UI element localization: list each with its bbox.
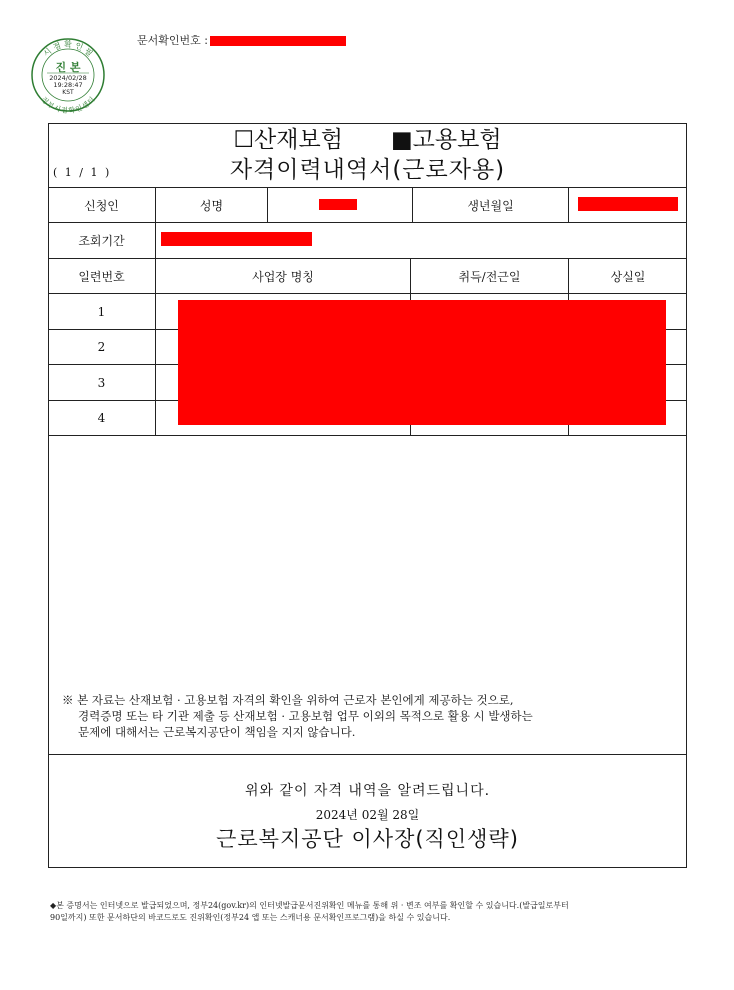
grid-line (155, 187, 156, 435)
document-title: 자격이력내역서(근로자용) (229, 157, 506, 183)
document-number-label: 문서확인번호 : (137, 34, 208, 47)
issuer-name: 근로복지공단 이사장(직인생략) (216, 827, 519, 851)
row-serial-number: 4 (97, 411, 106, 425)
row-serial-number: 1 (97, 304, 106, 319)
grid-line (568, 187, 569, 222)
period-redaction (161, 232, 312, 246)
industrial-accident-option: ☐산재보험 (233, 127, 343, 153)
period-label: 조회기간 (78, 234, 125, 248)
svg-text:시 점 확 인 필 (42, 39, 95, 58)
notice-line: 경력증명 또는 타 기관 제출 등 산재보험 · 고용보험 업무 이외의 목적으로 활용 시 발생하는 (78, 709, 533, 723)
seal-top-text: 시 점 확 인 필 (41, 40, 95, 59)
notice-text (62, 692, 533, 740)
document-number-redaction (210, 36, 346, 46)
header-serial-number: 일련번호 (78, 269, 125, 284)
footnote-line: 90일까지) 또한 문서하단의 바코드로도 진위확인(정부24 앱 또는 스캐너용 문서확인프로그램)을 하실 수 있습니다. (50, 913, 451, 922)
seal-date: 2024/02/28 (49, 74, 87, 82)
name-redaction (319, 199, 357, 210)
footnote-line: ◆본 증명서는 인터넷으로 발급되었으며, 정부24(gov.kr)의 인터넷발급문서진위확인 메뉴를 통해 위 · 변조 여부를 확인할 수 있습니다.(발급일로부터 (50, 901, 569, 910)
employment-history-redaction (178, 300, 666, 425)
confirmation-statement: 위와 같이 자격 내역을 알려드립니다. (244, 783, 491, 799)
seal-time: 19:28:47 (53, 81, 83, 89)
birth-date-redaction (578, 197, 678, 211)
applicant-label: 신청인 (84, 198, 119, 213)
name-label: 성명 (199, 198, 224, 213)
row-serial-number: 2 (97, 340, 106, 354)
header-workplace-name: 사업장 명칭 (252, 269, 314, 284)
header-loss-date: 상실일 (610, 269, 646, 284)
grid-line (48, 754, 687, 755)
birth-date-label: 생년월일 (467, 198, 514, 213)
header-acquisition-date: 취득/전근일 (458, 269, 521, 284)
footnote (50, 900, 569, 924)
seal-bottom-text: 정부시점확인센터 (39, 95, 97, 114)
page-number: ( 1 / 1 ) (53, 166, 112, 179)
seal-timezone: KST (62, 89, 74, 96)
insurance-type-line (48, 125, 687, 155)
verification-seal (30, 37, 107, 114)
grid-line (48, 435, 687, 436)
seal-center-text: 진 본 (55, 61, 81, 74)
notice-line: 문제에 대해서는 근로복지공단이 책임을 지지 않습니다. (78, 725, 356, 739)
issue-date: 2024년 02월 28일 (315, 808, 420, 822)
employment-insurance-option: ■고용보험 (390, 127, 502, 153)
notice-line: ※ 본 자료는 산재보험 · 고용보험 자격의 확인을 위하여 근로자 본인에게 제공하는 것으로, (62, 693, 514, 707)
row-serial-number: 3 (97, 375, 106, 390)
grid-line (267, 187, 268, 222)
document-number (137, 32, 346, 48)
